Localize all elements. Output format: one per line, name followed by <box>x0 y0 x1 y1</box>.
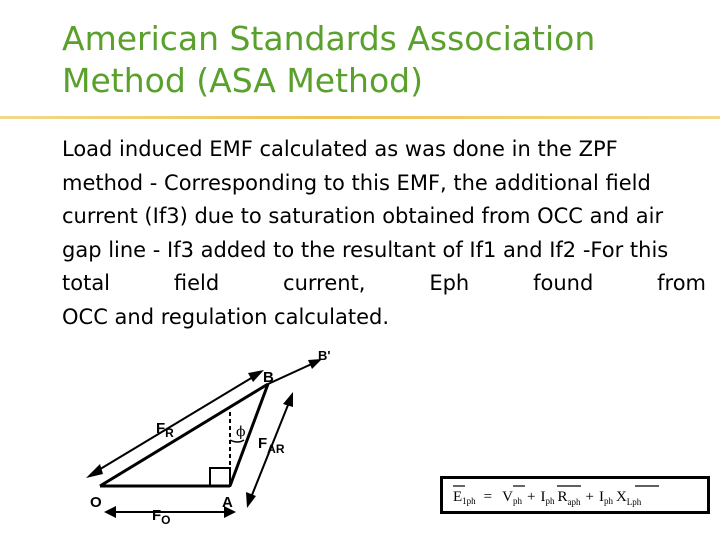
title-line-1: American Standards Association <box>62 19 596 58</box>
label-far <box>258 435 285 456</box>
body-line-4: gap line - If3 added to the resultant of If1 and If2 -For this <box>62 237 669 262</box>
formula-plus-1: + <box>526 489 536 505</box>
formula-r-sub: aph <box>567 497 581 507</box>
formula-plus-2: + <box>585 489 594 505</box>
label-far-sub: AR <box>267 442 285 456</box>
formula-e-sub: 1ph <box>462 496 476 506</box>
formula-box <box>440 476 710 514</box>
formula-x: X <box>615 489 627 505</box>
body-line-2: method - Corresponding to this EMF, the additional field <box>62 170 651 195</box>
label-fr-main: F <box>156 420 166 437</box>
fr-arrow <box>92 374 258 474</box>
label-a: A <box>222 494 233 511</box>
title-divider <box>0 116 720 119</box>
formula-i2: I <box>598 489 604 505</box>
formula-x-sub: Lph <box>626 497 642 507</box>
label-phi: ϕ <box>236 424 246 440</box>
phi-arc <box>230 440 244 442</box>
formula-v: V <box>502 489 513 505</box>
label-fo-sub: O <box>161 513 171 527</box>
label-b-prime: B' <box>318 348 331 363</box>
label-fr <box>156 420 174 440</box>
far-arrowhead-top <box>283 392 293 407</box>
formula-v-sub: ph <box>512 496 522 506</box>
label-b: B <box>263 369 274 386</box>
right-angle-marker <box>210 468 230 486</box>
formula-i1: I <box>540 489 546 505</box>
fo-arrowhead-left <box>104 506 116 518</box>
far-arrowhead-bottom <box>246 492 256 508</box>
formula-svg <box>443 479 707 511</box>
label-far-main: F <box>258 435 268 452</box>
b-prime-extension <box>268 362 316 384</box>
body-line-5: total field current, Eph found from <box>62 271 706 295</box>
formula-e: E <box>453 489 463 505</box>
body-line-3: current (If3) due to saturation obtained from OCC and air <box>62 204 664 228</box>
body-line-6: OCC and regulation calculated. <box>62 304 390 329</box>
title-line-2: Method (ASA Method) <box>62 61 423 100</box>
formula-r: R <box>557 489 568 505</box>
svg-text:E1ph=Vph+IphRaph+IphXLph <box>453 489 642 507</box>
body-paragraph <box>62 133 706 334</box>
formula-i1-sub: ph <box>545 496 555 506</box>
label-fo-main: F <box>152 507 162 524</box>
label-fr-sub: R <box>165 426 174 440</box>
body-line-1: Load induced EMF calculated as was done in the ZPF <box>62 137 618 161</box>
slide-title <box>62 18 702 102</box>
label-fo <box>152 507 171 527</box>
formula-eq: = <box>483 489 493 505</box>
label-o: O <box>90 494 102 511</box>
formula-i2-sub: ph <box>603 496 613 506</box>
fr-arrowhead-start <box>86 464 103 478</box>
phasor-diagram <box>80 340 360 540</box>
fr-arrowhead-end <box>248 370 264 382</box>
